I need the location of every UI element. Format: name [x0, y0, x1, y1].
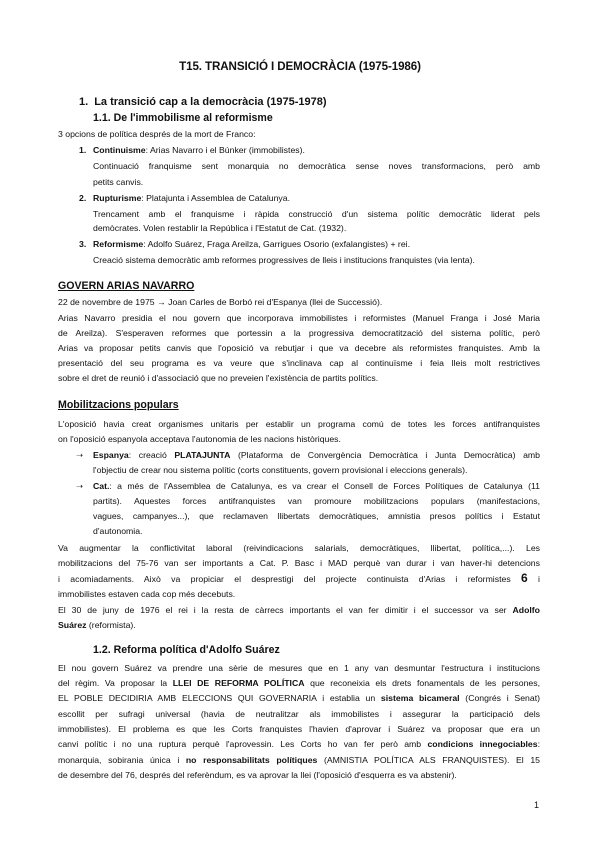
- page-number: 1: [534, 800, 540, 810]
- emphasis-number: 6: [521, 571, 528, 585]
- bullet-term: Espanya: [93, 450, 129, 460]
- paragraph-text: (reformista).: [86, 620, 136, 630]
- bullet-term: PLATAJUNTA: [174, 450, 231, 460]
- paragraph-line: [58, 619, 540, 631]
- paragraph-line: Arias Navarro presidia el nou govern que incorporava immobilistes i reformistes (Manuel Franga i José Maria: [58, 313, 540, 323]
- paragraph-line: sobre el dret de reunió i d'associació que no preveien l'existència de partits polítics.: [58, 373, 379, 383]
- paragraph-line: del règim. Va proposar la LLEI DE REFORMA POLÍTICA que reconeixia els drets fonamentals de les persones,: [58, 678, 540, 688]
- list-number: 2.: [79, 193, 87, 203]
- paragraph-line: mobilitzacions del 75-76 van ser importants a Cat. P. Basc i MAD perquè van durar i van haver-hi detencions: [58, 558, 540, 568]
- list-item: [93, 238, 540, 250]
- list-desc-line: demòcrates. Volen restablir la República i l'Estatut de Cat. (1932).: [93, 223, 347, 233]
- paragraph-line: EL POBLE DECIDIRIA AMB ELECCIONS QUI GOVERNARIA i establia un sistema bicameral (Congrés i Senat): [58, 693, 540, 703]
- bullet-text: : a més de l'Assemblea de Catalunya, es va crear el Consell de Forces Polítiques de Catalunya (11: [109, 481, 540, 491]
- list-term: Rupturisme: [93, 193, 142, 203]
- list-term: Continuisme: [93, 145, 146, 155]
- section-subheading: Mobilitzacions populars: [58, 399, 179, 411]
- arrow-bullet-icon: ➝: [76, 450, 84, 460]
- paragraph-line: L'oposició havia creat organismes unitaris per establir un programa comú de totes les forces antifranquistes: [58, 419, 540, 429]
- list-number: 1.: [79, 145, 87, 155]
- bullet-term: Cat.: [93, 481, 110, 491]
- paragraph-line: 22 de novembre de 1975 → Joan Carles de Borbó rei d'Espanya (llei de Successió).: [58, 297, 383, 307]
- paragraph-line: escollit per sufragi universal (havia de neutralitzar als immobilistes i assegurar la participació dels: [58, 709, 540, 719]
- paragraph-line: on l'oposició espanyola acceptava l'autonomia de les nacions històriques.: [58, 434, 341, 444]
- list-desc-line: petits canvis.: [93, 177, 144, 187]
- list-text: : Arias Navarro i el Búnker (immobilistes).: [145, 145, 305, 155]
- section-heading: [79, 96, 327, 108]
- list-desc-line: Trencament amb el franquisme i ràpida construcció d'un sistema polític democràtic liderat pels: [93, 209, 540, 219]
- list-desc-line: Continuació franquisme sent monarquia no democràtica sense noves transformacions, però amb: [93, 161, 540, 171]
- paragraph-line: i acomiadaments. Això va propiciar el desprestigi del projecte continuista d'Arias i reformistes 6 i: [58, 571, 540, 585]
- list-term: Reformisme: [93, 239, 144, 249]
- paragraph-line: El nou govern Suárez va prendre una sèrie de mesures que en 1 any van desmuntar l'estructura i institucions: [58, 663, 540, 673]
- paragraph-line: 3 opcions de política després de la mort de Franco:: [58, 129, 256, 139]
- list-number: 3.: [79, 239, 87, 249]
- list-item: [93, 144, 540, 156]
- arrow-bullet-icon: ➝: [76, 481, 84, 491]
- paragraph-text: i acomiadaments. Això va propiciar el desprestigi del projecte continuista d'Arias i reformistes: [58, 574, 511, 584]
- bullet-text: (Plataforma de Convergència Democràtica i Junta Democràtica) amb: [230, 450, 540, 460]
- bullet-item: [93, 480, 540, 492]
- bullet-desc-line: vagues, campanyes...), que reclamaven llibertats democràtiques, amnistia presos polítics i Estatut: [93, 511, 540, 521]
- paragraph-line: Arias va proposar petits canvis que l'oposició va rebutjar i que va decebre als reformistes franquistes. Amb la: [58, 343, 540, 353]
- bullet-text: : creació: [128, 450, 175, 460]
- paragraph-line: canvi polític i no una ruptura perquè l'aprovessin. Les Corts ho van fer però amb condicions innegociables:: [58, 739, 541, 749]
- paragraph-line: Va augmentar la conflictivitat laboral (reivindicacions salarials, democràtiques, llibertat, política,...). Les: [58, 543, 540, 553]
- list-desc-line: Creació sistema democràtic amb reformes progressives de lleis i institucions franquistes (via lenta).: [93, 255, 475, 265]
- bullet-item: [93, 449, 540, 461]
- list-item: [93, 192, 540, 204]
- subsection-heading: 1.1. De l'immobilisme al reformisme: [93, 112, 273, 124]
- person-name: Suárez: [58, 620, 87, 630]
- paragraph-line: de desembre del 76, després del referèndum, es va aprovar la llei (l'oposició d'esquerra es va abstenir).: [58, 770, 457, 780]
- bullet-desc-line: d'autonomia.: [93, 526, 143, 536]
- list-text: : Adolfo Suárez, Fraga Areilza, Garrigues Osorio (exfalangistes) + rei.: [143, 239, 410, 249]
- section-label: La transició cap a la democràcia (1975-1978): [94, 96, 327, 108]
- bullet-desc-line: partits). Aquestes forces antifranquistes van promoure mobilitzacions populars (manifestacions,: [93, 496, 540, 506]
- paragraph-line: [58, 604, 540, 616]
- subsection-heading: 1.2. Reforma política d'Adolfo Suárez: [93, 644, 280, 656]
- section-subheading: GOVERN ARIAS NAVARRO: [58, 280, 195, 292]
- document-title: T15. TRANSICIÓ I DEMOCRÀCIA (1975-1986): [179, 60, 421, 73]
- bullet-desc-line: l'objectiu de crear nou sistema polític (corts constituents, govern provisional i eleccions generals).: [93, 465, 468, 475]
- paragraph-line: monarquia, sobirania única i no responsabilitats polítiques (AMNISTIA POLÍTICA ALS FRANQUISTES). El 15: [58, 755, 540, 765]
- paragraph-line: de Areilza). S'esperaven reformes que portessin a la progressiva democratització del sistema polític, però: [58, 328, 540, 338]
- paragraph-line: presentació del seu programa es va veure que s'inclinava cap al continuïsme i feia lleis molt restrictives: [58, 358, 540, 368]
- paragraph-line: immobilistes estaven cada cop més decebuts.: [58, 589, 236, 599]
- list-text: : Platajunta i Assemblea de Catalunya.: [141, 193, 291, 203]
- paragraph-line: immobilistes). El problema es que les Corts franquistes l'havien d'aprovar i Suárez va proposar que era un: [58, 724, 540, 734]
- paragraph-text: El 30 de juny de 1976 el rei i la resta de càrrecs importants el van fer dimitir i el successor va ser: [58, 605, 507, 615]
- section-number: 1.: [79, 96, 89, 108]
- person-name: Adolfo: [512, 605, 540, 615]
